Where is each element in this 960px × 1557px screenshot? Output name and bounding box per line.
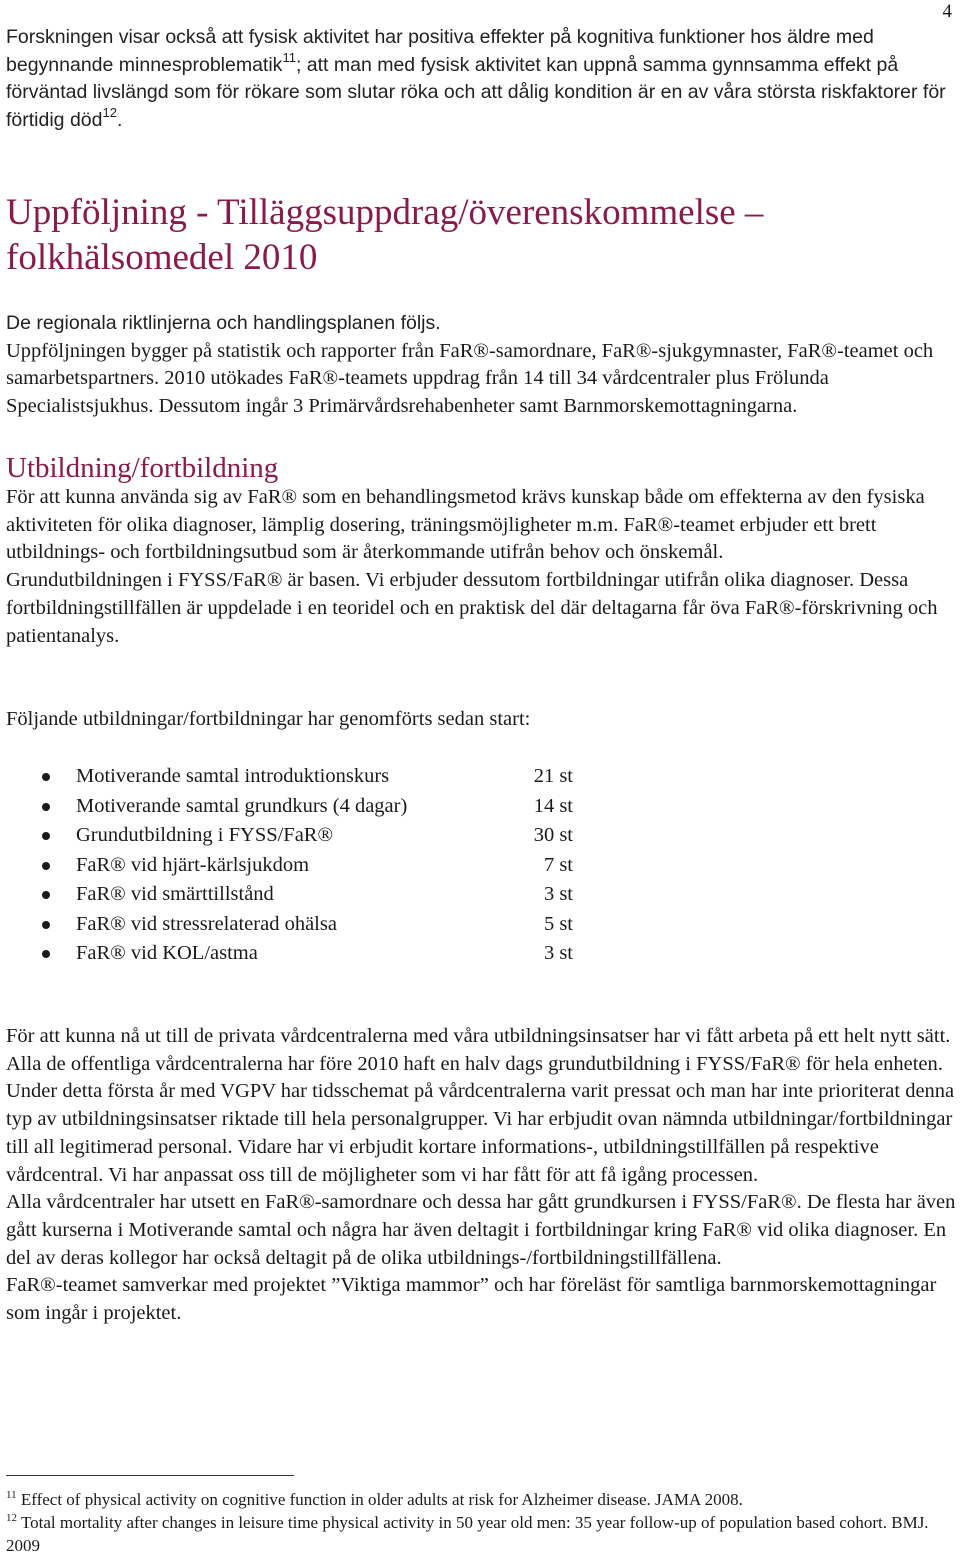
bullet-icon <box>42 921 50 929</box>
followup-paragraph-2: Uppföljningen bygger på statistik och rapporter från FaR®-samordnare, FaR®-sjukgymnaster, FaR®-teamet och samarbetspartners. 2010 utökades FaR®-teamets uppdrag från 14 till 34 vårdcentraler plus Frölunda Specialistsjukhus. Dessutom ingår 3 Primärvårdsrehabenheter samt Barnmorskemottagningarna. <box>6 339 934 418</box>
closing-paragraph-1: För att kunna nå ut till de privata vårdcentralerna med våra utbildningsinsatser har vi fått arbeta på ett helt nytt sätt. Alla de offentliga vårdcentralerna har före 2010 haft en halv dags grundutbildning i FYSS/FaR® för hela enheten. Under detta första år med VGPV har tidsschemat på vårdcentralerna varit pressat och man har inte prioriterat denna typ av utbildningsinsatser riktade till hela personalgrupper. Vi har erbjudit ovan nämnda utbildningar/fortbildningar till all legitimerad personal. Vidare har vi erbjudit kortare informations-, utbildningstillfällen på respektive vårdcentral. Vi har anpassat oss till de möjligheter som vi har fått för att få igång processen. <box>6 1025 955 1186</box>
intro-text-part: Forskningen visar också att fysisk aktivitet har positiva effekter på kognitiva funktioner hos äldre med begynnande minnesproblematik <box>6 26 874 76</box>
closing-section <box>6 1023 958 1328</box>
footnote-number: 11 <box>6 1489 17 1501</box>
list-item <box>6 792 706 822</box>
bullet-icon <box>42 891 50 899</box>
course-name: FaR® vid smärttillstånd <box>76 883 274 905</box>
footnote-ref-12[interactable]: 12 <box>102 105 117 121</box>
closing-paragraph-3: FaR®-teamet samverkar med projektet ”Viktiga mammor” och har föreläst för samtliga barnmorskemottagningar som ingår i projektet. <box>6 1274 937 1325</box>
followup-paragraph-1: De regionala riktlinjerna och handlingsplanen följs. <box>6 312 441 334</box>
courses-lead: Följande utbildningar/fortbildningar har genomförts sedan start: <box>6 708 531 730</box>
course-count: 5 st <box>543 912 573 935</box>
footnote-number: 12 <box>6 1512 17 1524</box>
list-item <box>6 821 706 851</box>
list-item <box>6 851 706 881</box>
bullet-icon <box>42 832 50 840</box>
footnote-text: Effect of physical activity on cognitive function in older adults at risk for Alzheimer disease. JAMA 2008. <box>20 1490 743 1509</box>
education-paragraph-2: Grundutbildningen i FYSS/FaR® är basen. Vi erbjuder dessutom fortbildningar utifrån olika diagnoser. Dessa fortbildningstillfällen är uppdelade i en teoridel och en praktisk del där deltagarna får öva FaR®-förskrivning och patientanalys. <box>6 569 938 647</box>
page-number: 4 <box>942 1 952 22</box>
course-name: Motiverande samtal introduktionskurs <box>76 765 390 787</box>
course-count: 30 st <box>533 824 573 846</box>
intro-text-part: ; att man med fysisk aktivitet kan uppnå samma gynnsamma effekt på förväntad livslängd som för rökare som slutar röka och att dålig kondition är en av våra största riskfaktorer för förtidig död <box>6 53 946 132</box>
followup-section <box>6 310 958 421</box>
section-heading-followup: Uppföljning - Tilläggsuppdrag/överenskommelse – folkhälsomedel 2010 <box>6 192 764 278</box>
footnote-ref-11[interactable]: 11 <box>282 49 296 65</box>
list-item <box>6 939 706 969</box>
section-heading-education: Utbildning/fortbildning <box>6 452 279 484</box>
course-list <box>6 762 706 969</box>
footnote-12 <box>6 1511 946 1557</box>
course-name: FaR® vid hjärt-kärlsjukdom <box>76 853 310 876</box>
intro-text-part: . <box>116 109 123 132</box>
intro-paragraph <box>6 24 958 135</box>
footnote-divider <box>6 1475 294 1476</box>
bullet-icon <box>42 862 50 870</box>
course-count: 7 st <box>543 853 573 876</box>
course-count: 14 st <box>533 794 573 817</box>
course-count: 3 st <box>543 942 573 964</box>
list-item <box>6 910 706 940</box>
education-section <box>6 484 958 650</box>
course-name: Grundutbildning i FYSS/FaR® <box>76 824 334 846</box>
footnote-11 <box>6 1488 946 1511</box>
course-count: 21 st <box>533 765 573 787</box>
course-count: 3 st <box>543 883 573 905</box>
list-item <box>6 880 706 910</box>
course-name: FaR® vid stressrelaterad ohälsa <box>76 912 337 935</box>
footnote-text: Total mortality after changes in leisure time physical activity in 50 year old men: 35 year follow-up of population based cohort. BMJ. 2009 <box>6 1513 929 1555</box>
bullet-icon <box>42 950 50 958</box>
bullet-icon <box>42 803 50 811</box>
course-name: FaR® vid KOL/astma <box>76 942 258 964</box>
footnotes <box>6 1488 946 1557</box>
bullet-icon <box>42 773 50 781</box>
closing-paragraph-2: Alla vårdcentraler har utsett en FaR®-samordnare och dessa har gått grundkursen i FYSS/FaR®. De flesta har även gått kurserna i Motiverande samtal och några har även deltagit i fortbildningar kring FaR® vid olika diagnoser. En del av deras kollegor har också deltagit på de olika utbildnings-/fortbildningstillfällena. <box>6 1191 956 1269</box>
education-paragraph-1: För att kunna använda sig av FaR® som en behandlingsmetod krävs kunskap både om effekterna av den fysiska aktiviteten för olika diagnoser, lämplig dosering, träningsmöjligheter m.m. FaR®-teamet erbjuder ett brett utbildnings- och fortbildningsutbud som är återkommande utifrån behov och önskemål. <box>6 486 925 564</box>
list-item <box>6 762 706 792</box>
course-name: Motiverande samtal grundkurs (4 dagar) <box>76 794 408 817</box>
